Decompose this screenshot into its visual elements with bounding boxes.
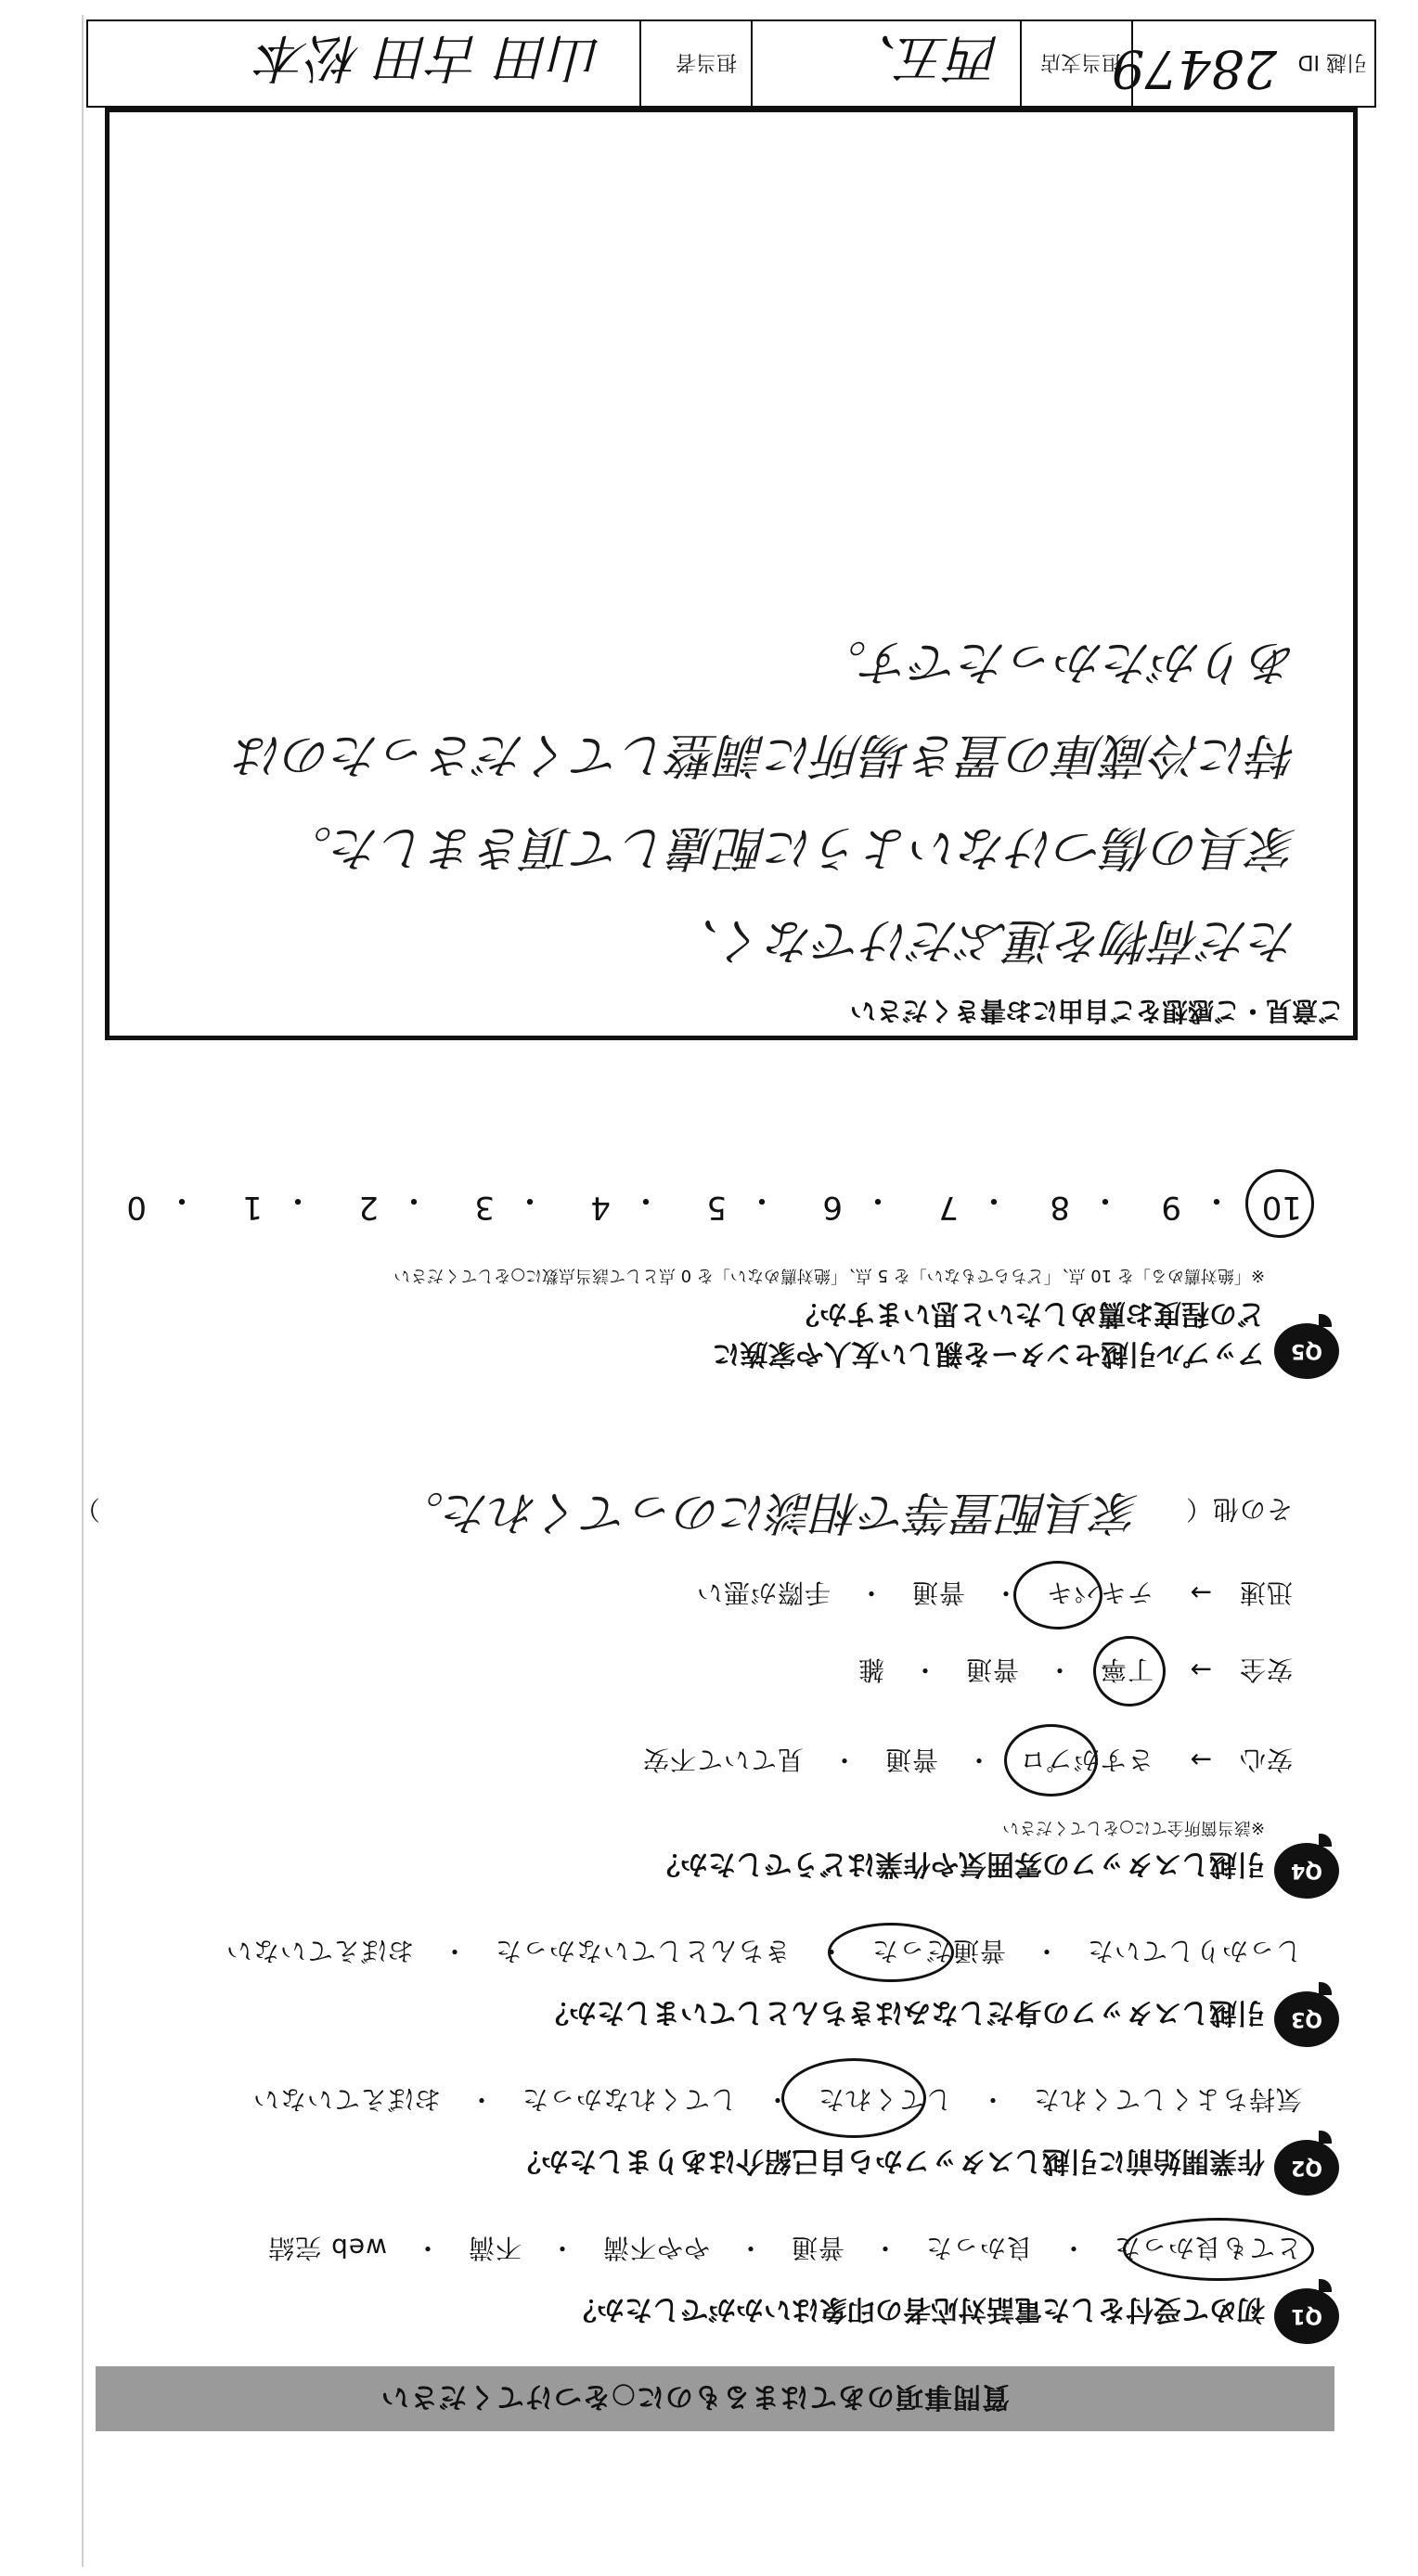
- instructions-banner: [96, 2366, 1334, 2431]
- q4-row1-circle: [1004, 1724, 1098, 1797]
- q5-badge: Q5: [1274, 1323, 1339, 1379]
- q4-row3-label: 迅速 →: [1189, 1578, 1293, 1608]
- q4-row3-options: テキパキ ・ 普通 ・ 手際が悪い: [695, 1578, 1154, 1608]
- q5-scale-4: 4: [590, 1189, 611, 1226]
- q5-scale-8: 8: [1050, 1189, 1070, 1226]
- q4-other-label: その他（: [1184, 1494, 1293, 1525]
- q1-badge: Q1: [1274, 2288, 1339, 2344]
- staff-label: 担当者: [675, 50, 737, 73]
- comment-line-2: 家具の傷つけないように配慮して頂きました。: [283, 819, 1297, 875]
- q1-options: とても良かった ・ 良かった ・ 普通 ・ やや不満 ・ 不満 ・ web 完結: [267, 2233, 1302, 2263]
- q2-answer-circle: [781, 2058, 926, 2138]
- id-row: [86, 19, 1376, 108]
- banner-text: 質問事項のあてはまるものに○をつけてください: [380, 2380, 1010, 2413]
- q4-other-handwritten: 家具配置等で相談にのってくれた。: [397, 1486, 1140, 1539]
- q3-question: 引越しスタッフの身だしなみはきちんとしていましたか？: [541, 1996, 1265, 2029]
- q5-scale-0: 0: [126, 1189, 147, 1226]
- id-value: 28479: [1111, 38, 1277, 98]
- branch-label-cell: [1022, 21, 1133, 106]
- q4-row2-circle: [1093, 1636, 1166, 1707]
- branch-value: 西五、: [845, 27, 1001, 87]
- q4-row2-options: 丁寧 ・ 普通 ・ 雑: [857, 1655, 1154, 1685]
- q4-row2-label: 安全 →: [1189, 1655, 1293, 1685]
- comment-line-1: ただ荷物を運ぶだけでなく、: [671, 912, 1297, 968]
- q4-row3-circle: [1013, 1561, 1102, 1629]
- q5-question-line1: アップル引越センターを親しい友人や家族に: [712, 1337, 1265, 1370]
- staff-label-cell: [641, 21, 753, 106]
- q4-badge: Q4: [1274, 1843, 1339, 1899]
- comment-line-4: ありがたかったです。: [819, 634, 1297, 689]
- staff-value-cell: [88, 21, 641, 106]
- q4-note: ※該当箇所全てに○をしてください: [1002, 1818, 1265, 1837]
- q5-scale-3: 3: [474, 1189, 495, 1226]
- id-label: 引越 ID: [1297, 50, 1367, 73]
- q5-scale-10: 10: [1261, 1189, 1302, 1226]
- comments-title: ご意見・ご感想をご自由にお書きください: [849, 996, 1344, 1026]
- q1-question: 初めて受付をした電話対応者の印象はいかがでしたか？: [569, 2293, 1265, 2325]
- branch-value-cell: [753, 21, 1022, 106]
- q3-badge: Q3: [1274, 1991, 1339, 2047]
- q3-options: しっかりしていた ・ 普通だった ・ きちんとしていなかった ・ おぼえていない: [225, 1936, 1302, 1966]
- q5-scale-1: 1: [242, 1189, 263, 1226]
- survey-sheet: 質問事項のあてはまるものに○をつけてください Q1 初めて受付をした電話対応者の印象はいかがでしたか？ とても良かった ・ 良かった ・ 普通 ・ やや不満 ・ 不満 ・ web 完結 Q2 作業開始前に引越しスタッフから自己紹介はありましたか？ 気持ちよくしてくれた ・ してくれた ・ してくれなかった ・ おぼえていない Q3 引越しスタッフの身だしなみはきちんとしていましたか？ しっかりしていた ・ 普通だった ・ きちんとしていなかった ・ おぼえていない Q4 引越しスタッフの雰囲気や作業はどうでしたか？ ※該当箇所全てに○をしてください 安心 → さすがプロ ・ 普通 ・ 見ていて不安 安全 → 丁寧 ・ 普通 ・ 雑 迅速 → テキパキ ・ 普通 ・ 手際が悪い その他（ 家具配置等で相談にのってくれた。 ） Q5 アップル引越センターを親しい友人や家族に どの程度お薦めしたいと思いますか？ ※「絶対薦める」を 10 点、「どちらでもない」を 5 点、「絶対薦めない」を 0 点として該当点数に○をしてください 10 9 8 7 6 5 4 3 2 1 0 ・ ・ ・ ・ ・ ・ ・ ・ ・ ・ ご意見・ご感想をご自由にお書きください ただ荷物を運ぶだけでなく、 家具の傷つけないように配慮して頂きました。 特に冷蔵庫の置き場所に調整してくださったのは ありがたかったです。 引越 ID 28479 担当支店 西五、 担当者 山田 古田 松本: [0, 0, 1418, 2576]
- q1-answer-circle: [1123, 2218, 1314, 2281]
- q5-scale-7: 7: [938, 1189, 959, 1226]
- q5-scale-6: 6: [822, 1189, 843, 1226]
- page-edge: [82, 15, 84, 2567]
- comment-line-3: 特に冷蔵庫の置き場所に調整してくださったのは: [235, 727, 1297, 782]
- q2-badge: Q2: [1274, 2140, 1339, 2196]
- q4-row1-options: さすがプロ ・ 普通 ・ 見ていて不安: [641, 1745, 1154, 1775]
- q5-scale-2: 2: [358, 1189, 379, 1226]
- staff-value: 山田 古田 松本: [257, 27, 602, 87]
- q5-selected-circle: [1245, 1169, 1314, 1238]
- q2-options: 気持ちよくしてくれた ・ してくれた ・ してくれなかった ・ おぼえていない: [251, 2084, 1302, 2115]
- q4-question: 引越しスタッフの雰囲気や作業はどうでしたか？: [652, 1848, 1265, 1880]
- q5-scale-9: 9: [1161, 1189, 1181, 1226]
- q5-note: ※「絶対薦める」を 10 点、「どちらでもない」を 5 点、「絶対薦めない」を 0 点として該当点数に○をしてください: [393, 1266, 1265, 1285]
- q5-question-line2: どの程度お薦めしたいと思いますか？: [792, 1297, 1265, 1330]
- q5-scale-5: 5: [706, 1189, 727, 1226]
- q4-row1-label: 安心 →: [1189, 1745, 1293, 1775]
- comments-box: [105, 108, 1358, 1040]
- branch-label: 担当支店: [1039, 50, 1122, 73]
- q4-other-close: ）: [72, 1494, 100, 1525]
- q2-question: 作業開始前に引越しスタッフから自己紹介はありましたか？: [513, 2145, 1265, 2177]
- q3-answer-circle: [828, 1923, 954, 1982]
